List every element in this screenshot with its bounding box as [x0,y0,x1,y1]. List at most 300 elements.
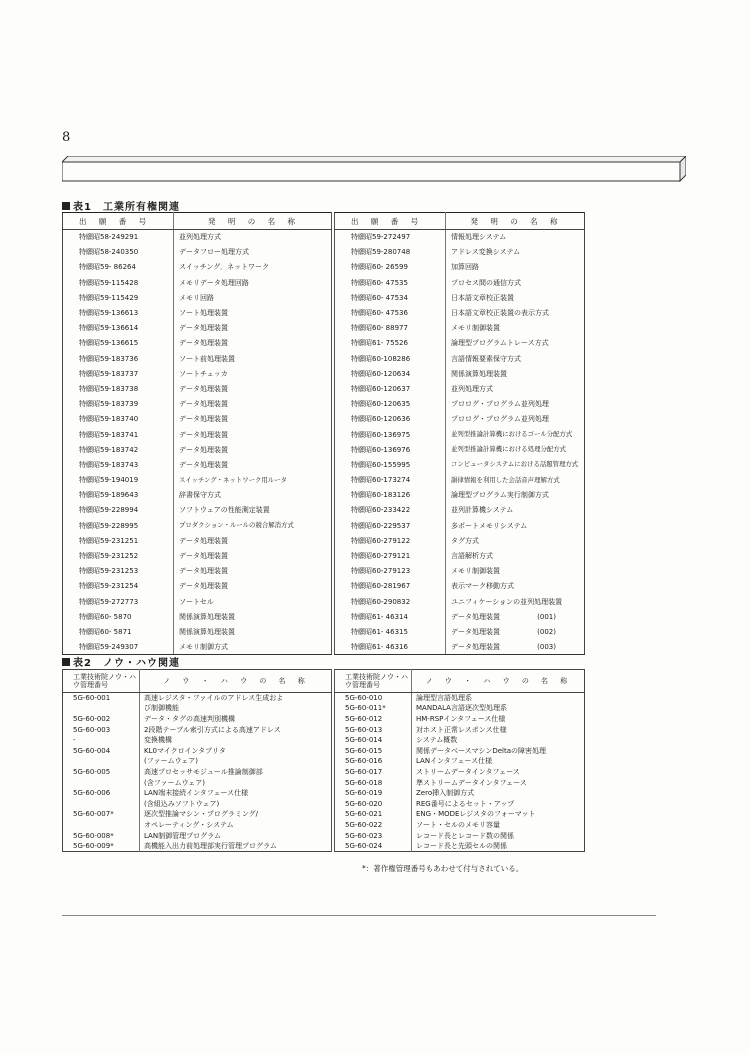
cell-name-text: ソートチェッカ [179,369,228,378]
cell-name [446,412,585,427]
table-row [335,442,585,457]
cell-name [446,245,585,260]
cell-name-text: (ファームウェア) [144,757,199,766]
cell-name-text: ソート処理装置 [179,309,228,318]
cell-name-text: 論理型プログラムトレース方式 [451,339,549,348]
cell-name-text: 情報処理システム [451,233,507,242]
cell-name-text: (含ファームウェア) [144,778,206,787]
cell-name-text: LANインタフェース仕様 [416,757,493,766]
table-row [335,756,585,767]
table-row [335,777,585,788]
header-band [62,156,686,182]
table-row [335,703,585,714]
cell-name-text: データ処理装置 [179,552,228,561]
cell-name [174,518,332,533]
cell-number: 特願昭59-231253 [63,564,174,579]
table-row [63,305,332,320]
cell-number: 特願昭59-183743 [63,457,174,472]
table-row [63,548,332,563]
cell-name [140,693,332,704]
cell-name-text: 変換機構 [144,736,172,745]
cell-name [174,245,332,260]
cell-name-text: データ処理装置 [451,612,500,621]
cell-name [446,503,585,518]
cell-name-text: ソフトウェアの性能測定装置 [179,506,270,515]
cell-name-text: データ処理装置 [451,627,500,636]
cell-name-text: 並列型推論計算機におけるゴール分配方式 [451,430,573,439]
table-row [335,290,585,305]
cell-name-text: 多ポートメモリシステム [451,521,528,530]
cell-name-text: 関係演算処理装置 [179,612,235,621]
cell-name-text: 2段階テーブル索引方式による高速アドレス [144,725,281,734]
cell-name [140,820,332,831]
cell-code: 5G-60-018 [335,777,412,788]
cell-number: 特願昭61- 75526 [335,336,446,351]
cell-name-text: データ処理装置 [179,384,228,393]
cell-code: 5G-60-019 [335,788,412,799]
cell-name-text: 日本語文章校正装置の表示方式 [451,309,549,318]
cell-name-text: LAN制御管理プログラム [144,831,222,840]
cell-name [140,745,332,756]
table2-title: 表2 ノウ・ハウ関連 [62,654,180,669]
table1-right [334,212,585,655]
cell-name-text: 並列計算機システム [451,506,514,515]
cell-name-text: 表示マーク移動方式 [451,582,514,591]
cell-name [412,703,585,714]
cell-name [140,841,332,852]
cell-name-text: データ処理装置 [179,400,228,409]
cell-number: 特願昭59-183737 [63,366,174,381]
cell-name-text: 準ストリームデータインタフェース [416,778,527,787]
table-row [63,488,332,503]
table-row [335,366,585,381]
table-row [63,609,332,624]
cell-name [412,841,585,852]
cell-name-text: システム概数 [416,736,458,745]
cell-name [446,275,585,290]
cell-name [446,624,585,639]
cell-name-text: 高速レジスタ・ファイルのアドレス生成およ [144,694,284,703]
cell-name-text: 並列型推論計算機における処理分配方式 [451,445,567,454]
table-row [335,488,585,503]
table2-left [62,669,332,852]
cell-number: 特願昭59-136614 [63,321,174,336]
cell-number: 特願昭59-115428 [63,275,174,290]
table-row [335,548,585,563]
bottom-rule [62,915,656,916]
cell-name [446,609,585,624]
cell-code [63,756,140,767]
cell-code: 5G-60-015 [335,745,412,756]
cell-name [412,745,585,756]
table-row [63,321,332,336]
cell-name-text: 関係データベースマシンDeltaの障害処理 [416,746,547,755]
table-row [335,714,585,725]
cell-name-text: 関係演算処理装置 [179,627,235,636]
table-row [63,412,332,427]
cell-name-text: Zero挿入制御方式 [416,789,475,798]
cell-name [174,321,332,336]
cell-number: 特願昭60- 47536 [335,305,446,320]
cell-name-text: オペレーティング・システム [144,820,234,829]
table-row [63,714,332,725]
table-row [335,518,585,533]
table-row [63,397,332,412]
cell-number: 特願昭59-183738 [63,381,174,396]
cell-name-text: データ処理装置 [451,642,500,651]
cell-name [412,714,585,725]
cell-code: 5G-60-008* [63,830,140,841]
cell-name-text: メモリ制御装置 [451,324,500,333]
cell-name [446,381,585,396]
cell-name [446,518,585,533]
cell-name [174,473,332,488]
cell-name-text: 加算回路 [451,263,479,272]
cell-name [446,640,585,655]
cell-code: 5G-60-011* [335,703,412,714]
cell-name [174,548,332,563]
cell-code: 5G-60-023 [335,830,412,841]
cell-name [446,260,585,275]
cell-code: 5G-60-010 [335,693,412,704]
table-row [335,788,585,799]
cell-name [446,290,585,305]
cell-name [174,381,332,396]
table-row [63,503,332,518]
cell-name [174,397,332,412]
cell-name [174,533,332,548]
cell-name-text: 高機能入出力前処理部実行管理プログラム [144,841,277,850]
header-name: ノ ウ ・ ハ ウ の 名 称 [412,670,585,693]
cell-name [174,624,332,639]
cell-code [63,820,140,831]
cell-name-text: 並列処理方式 [451,384,493,393]
cell-name-text: 逐次型推論マシン・プログラミング/ [144,810,259,819]
cell-number: 特願昭60- 47534 [335,290,446,305]
cell-name-text: 並列処理方式 [179,233,221,242]
table-row [63,381,332,396]
cell-code [63,777,140,788]
cell-name [446,579,585,594]
cell-name [446,548,585,563]
cell-number: 特願昭60- 5870 [63,609,174,624]
cell-number: 特願昭60-183126 [335,488,446,503]
cell-code: 5G-60-007* [63,809,140,820]
cell-name-text: ソート・セルのメモリ容量 [416,820,500,829]
cell-name [446,351,585,366]
cell-number: 特願昭61- 46314 [335,609,446,624]
cell-name [446,321,585,336]
cell-number: 特願昭60-279122 [335,533,446,548]
cell-number: 特願昭60-233422 [335,503,446,518]
cell-number: 特願昭59-228994 [63,503,174,518]
cell-number: 特願昭61- 46315 [335,624,446,639]
cell-name-text: データ処理装置 [179,324,228,333]
cell-name [174,351,332,366]
cell-name-text: データ処理装置 [179,415,228,424]
table-row [335,412,585,427]
cell-number: 特願昭60-136976 [335,442,446,457]
cell-name [446,533,585,548]
cell-name-text: メモリ制御装置 [451,567,500,576]
cell-name-text: MANDALA言語逐次型処理系 [416,704,507,713]
table-row [63,351,332,366]
cell-name-text: スイッチング．ネットワーク [179,263,269,272]
cell-number: 特願昭60-229537 [335,518,446,533]
cell-name [412,788,585,799]
cell-number: 特願昭59-183742 [63,442,174,457]
table-row [63,724,332,735]
table-row [335,503,585,518]
cell-name [140,777,332,788]
cell-name [140,830,332,841]
table-row [335,351,585,366]
cell-name-text: データフロー処理方式 [179,248,249,257]
cell-name [174,457,332,472]
cell-name-text: び制御機能 [144,704,179,713]
cell-name [140,798,332,809]
cell-name-text: 辞書保守方式 [179,491,221,500]
cell-name [140,788,332,799]
cell-number: 特願昭60- 47535 [335,275,446,290]
table-row [63,735,332,746]
cell-name [412,809,585,820]
table-row [335,260,585,275]
cell-number: 特願昭59-189643 [63,488,174,503]
cell-number: 特願昭59-183740 [63,412,174,427]
table-row [63,820,332,831]
cell-name [140,756,332,767]
cell-number: 特願昭60-290832 [335,594,446,609]
cell-number: 特願昭60-120635 [335,397,446,412]
cell-name-text: プロセス間の通信方式 [451,278,521,287]
cell-code: 5G-60-013 [335,724,412,735]
cell-name [412,693,585,704]
table-row [63,745,332,756]
table-row [335,321,585,336]
table-row [335,594,585,609]
header-name: 発 明 の 名 称 [174,213,332,230]
table-row [335,624,585,639]
cell-name-text: 関係演算処理装置 [451,369,507,378]
cell-number: 特願昭59-136615 [63,336,174,351]
table-row [63,777,332,788]
cell-code: 5G-60-016 [335,756,412,767]
cell-code [63,798,140,809]
cell-number: 特願昭59-231254 [63,579,174,594]
cell-code: 5G-60-020 [335,798,412,809]
cell-name-text: 言語解析方式 [451,552,493,561]
table-row [63,260,332,275]
table-row [63,693,332,704]
header-name: 発 明 の 名 称 [446,213,585,230]
cell-name [446,442,585,457]
table-row [335,579,585,594]
cell-number: 特願昭60-120637 [335,381,446,396]
cell-name-text: 対ホスト正常レスポンス仕様 [416,725,507,734]
cell-name [140,767,332,778]
table-row [335,245,585,260]
table-row [335,230,585,245]
square-bullet-icon [62,658,70,666]
cell-number: 特願昭60-155995 [335,457,446,472]
cell-name-text: 日本語文章校正装置 [451,293,514,302]
table-row [335,640,585,655]
cell-name-text: 高速プロセッサモジュール推論制御部 [144,767,263,776]
table-row [335,473,585,488]
cell-number: 特願昭58-240350 [63,245,174,260]
square-bullet-icon [62,202,70,210]
cell-name-text: レコード長と先頭セルの関係 [416,841,507,850]
table-row [63,230,332,245]
cell-number: 特願昭59-115429 [63,290,174,305]
cell-name-text: プロログ・プログラム並列処理 [451,415,549,424]
table-row [335,724,585,735]
cell-code: 5G-60-005 [63,767,140,778]
table-row [63,442,332,457]
header-name: ノ ウ ・ ハ ウ の 名 称 [140,670,332,693]
table-row [63,564,332,579]
table-row [63,809,332,820]
cell-name [446,594,585,609]
cell-name [412,724,585,735]
cell-name-text: データ処理装置 [179,567,228,576]
cell-name [174,640,332,655]
table-row [63,290,332,305]
cell-name [174,609,332,624]
table-row [335,564,585,579]
cell-name [174,564,332,579]
cell-name [140,735,332,746]
cell-code: - [63,735,140,746]
cell-name [446,564,585,579]
cell-name [446,427,585,442]
table-row [335,809,585,820]
cell-name [446,473,585,488]
cell-name-text: メモリ回路 [179,293,214,302]
cell-code: 5G-60-004 [63,745,140,756]
cell-name-text: データ処理装置 [179,460,228,469]
cell-name-text: データ処理装置 [179,339,228,348]
cell-number: 特願昭60- 26599 [335,260,446,275]
cell-name-text: タグ方式 [451,536,479,545]
cell-suffix: (002) [537,627,556,636]
cell-number: 特願昭59-272497 [335,230,446,245]
cell-number: 特願昭60-136975 [335,427,446,442]
cell-name-text: データ処理装置 [179,445,228,454]
cell-number: 特願昭58-249291 [63,230,174,245]
cell-number: 特願昭59-231252 [63,548,174,563]
cell-name-text: 論理型プログラム実行制御方式 [451,491,549,500]
table-row [63,366,332,381]
cell-name [446,488,585,503]
cell-name-text: ソート前処理装置 [179,354,235,363]
table-row [335,609,585,624]
cell-name [174,336,332,351]
cell-name [174,594,332,609]
cell-name [174,488,332,503]
cell-number: 特願昭59-194019 [63,473,174,488]
cell-number: 特願昭59-272773 [63,594,174,609]
table-row [63,703,332,714]
cell-name [412,756,585,767]
table-row [63,624,332,639]
cell-name [174,503,332,518]
cell-name [446,457,585,472]
cell-name [140,703,332,714]
cell-name [174,230,332,245]
cell-code: 5G-60-014 [335,735,412,746]
cell-name-text: データ処理装置 [179,536,228,545]
cell-name [412,830,585,841]
table2-right [334,669,585,852]
table-row [63,756,332,767]
cell-name-text: REG番号によるセット・アップ [416,799,515,808]
cell-number: 特願昭59-249307 [63,640,174,655]
cell-name [446,397,585,412]
cell-name [412,798,585,809]
header-code: 工業技術院ノウ・ハウ管理番号 [335,670,412,693]
table-row [63,473,332,488]
table-row [63,336,332,351]
cell-number: 特願昭60- 88977 [335,321,446,336]
cell-suffix: (001) [537,612,556,621]
cell-name [174,260,332,275]
cell-name-text: 韻律情報を利用した会話音声理解方式 [451,475,560,484]
table-row [335,745,585,756]
cell-name [174,412,332,427]
cell-name [174,579,332,594]
table-row [335,397,585,412]
table-row [335,336,585,351]
table-row [63,275,332,290]
table-row [63,841,332,852]
table-row [335,798,585,809]
table-row [63,533,332,548]
table-row [335,735,585,746]
header-number: 出 願 番 号 [63,213,174,230]
cell-name-text: ストリームデータインタフェース [416,767,520,776]
cell-name-text: データ処理装置 [179,430,228,439]
cell-name-text: ENG・MODEレジスタのフォーマット [416,810,536,819]
cell-code: 5G-60-012 [335,714,412,725]
table-row [335,830,585,841]
table-row [63,594,332,609]
cell-name [174,427,332,442]
cell-name-text: HM-RSPインタフェース仕様 [416,714,506,723]
table-row [335,820,585,831]
table-row [335,275,585,290]
cell-number: 特願昭59-183741 [63,427,174,442]
table-row [63,427,332,442]
cell-name [446,230,585,245]
table-row [335,693,585,704]
cell-name [412,777,585,788]
cell-name [140,714,332,725]
cell-name [412,767,585,778]
header-number: 出 願 番 号 [335,213,446,230]
table-row [335,427,585,442]
cell-code: 5G-60-002 [63,714,140,725]
table-row [63,830,332,841]
table-row [335,381,585,396]
cell-name [174,305,332,320]
cell-name-text: ソートセル [179,597,214,606]
cell-name [174,275,332,290]
cell-name [446,366,585,381]
table-row [63,640,332,655]
cell-name-text: メモリデータ処理回路 [179,278,249,287]
